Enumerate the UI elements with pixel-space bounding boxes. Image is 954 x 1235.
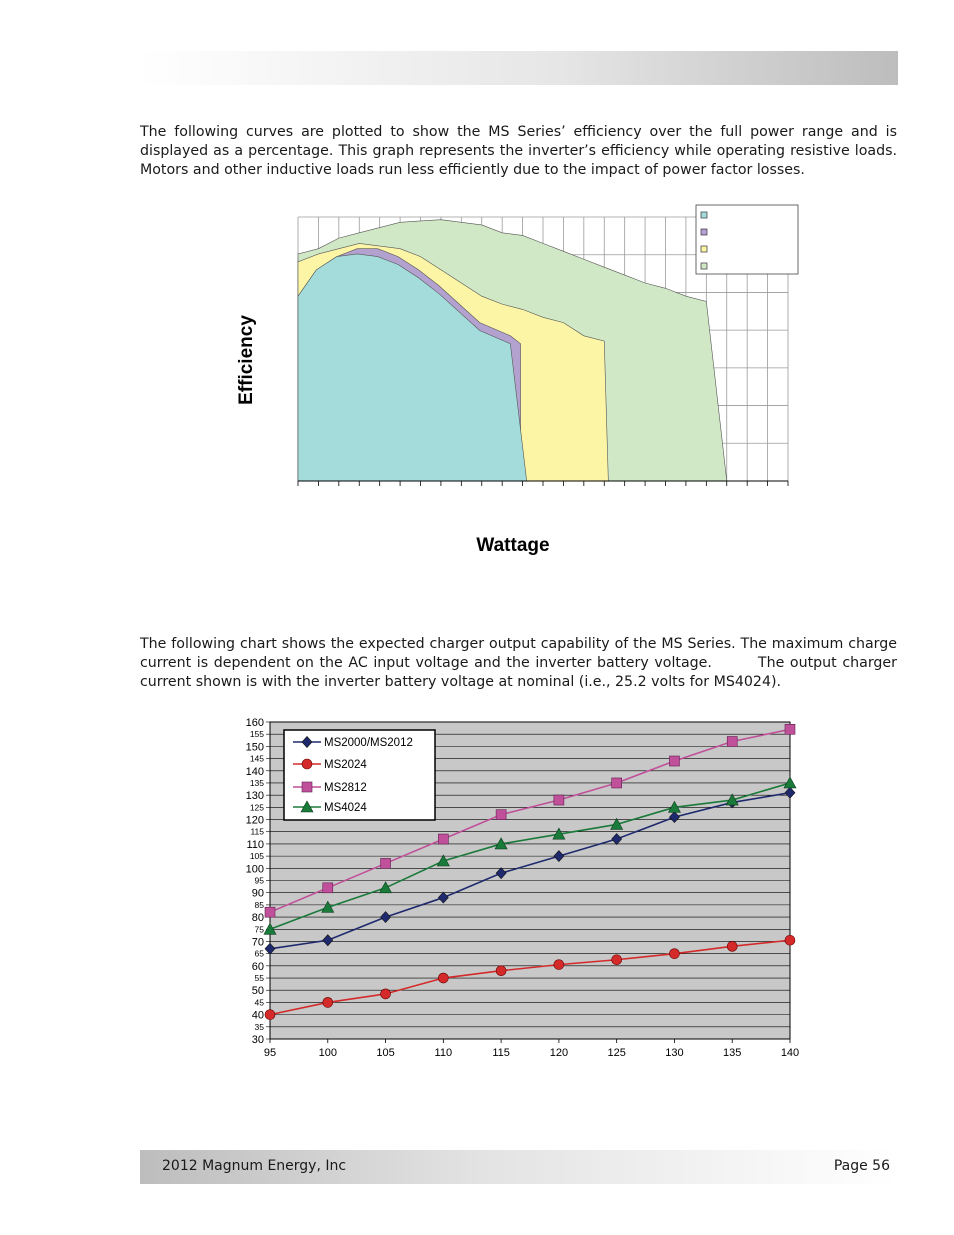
charger-y-tick-label: 40 [251,1009,264,1022]
charger-x-tick-label: 120 [549,1047,569,1059]
legend-label-ms2024: MS2024 [324,759,367,771]
charger-y-minor-tick-label: 125 [249,802,264,813]
data-point-ms2812 [612,778,622,788]
efficiency-chart [220,195,810,565]
charger-y-minor-tick-label: 55 [254,973,264,984]
page-number: Page 56 [833,1158,890,1174]
charger-x-tick-label: 115 [492,1047,510,1059]
legend-label-ms2812: MS2812 [324,782,367,794]
data-point-ms2024 [554,960,564,970]
charger-y-minor-tick-label: 85 [254,899,264,910]
efficiency-areas [298,220,727,481]
charger-y-tick-label: 130 [245,790,264,803]
footer-copyright: 2012 Magnum Energy, Inc [162,1158,347,1174]
charger-chart [230,712,820,1072]
charger-y-tick-label: 60 [251,960,264,973]
efficiency-paragraph: The following curves are plotted to show the MS Series’ efficiency over the full power range and is displayed as a percentage. This graph represents the inverter’s efficiency while operating resistive loads. Motors and other inductive loads run less efficiently due to the impact of power factor losses. [140,124,897,178]
charger-y-tick-label: 50 [251,985,264,998]
efficiency-y-axis-label: Efficiency [236,315,257,405]
data-point-ms2024 [727,941,737,951]
data-point-ms2812 [265,907,275,917]
efficiency-legend-box [696,205,798,274]
charger-y-minor-tick-label: 105 [249,851,264,862]
charger-y-minor-tick-label: 145 [249,753,264,764]
charger-x-tick-label: 140 [780,1047,800,1059]
charger-y-minor-tick-label: 75 [254,924,264,935]
charger-y-tick-label: 120 [245,814,264,827]
data-point-ms2812 [496,810,506,820]
charger-y-tick-labels [246,717,265,1046]
legend-marker-ms2024 [302,759,312,769]
charger-y-tick-label: 110 [246,838,264,851]
charger-y-tick-label: 80 [251,912,264,925]
charger-y-minor-tick-label: 35 [254,1021,264,1032]
charger-y-tick-label: 30 [251,1034,264,1046]
data-point-ms2024 [323,997,333,1007]
charger-legend [284,730,435,820]
data-point-ms2812 [323,883,333,893]
charger-y-minor-tick-label: 135 [249,777,264,788]
data-point-ms2812 [727,737,737,747]
charger-x-tick-label: 125 [607,1047,626,1059]
charger-x-tick-label: 135 [723,1047,742,1059]
charger-paragraph-part-1: The following chart shows the expected charger output capability of the MS Series. The maximum charge current is dependent on the AC input voltage and the inverter battery voltage. [140,636,897,671]
efficiency-legend-swatch [701,263,707,269]
data-point-ms2812 [381,858,391,868]
charger-y-minor-tick-label: 45 [254,997,264,1008]
charger-y-minor-tick-label: 155 [249,729,264,740]
efficiency-axes [298,481,788,486]
data-point-ms2812 [669,756,679,766]
charger-y-minor-tick-label: 95 [254,875,264,886]
charger-x-tick-label: 100 [318,1047,337,1059]
charger-x-tick-label: 130 [665,1047,684,1059]
charger-y-minor-tick-label: 115 [250,826,264,837]
efficiency-legend [696,205,798,274]
data-point-ms2812 [785,724,795,734]
charger-paragraph-part-2: The output charger current shown is with the inverter battery voltage at nominal (i.e., 25.2 volts for MS4024). [140,655,897,690]
charger-x-tick-labels [264,1047,799,1059]
efficiency-legend-swatch [701,229,707,235]
data-point-ms2024 [785,935,795,945]
data-point-ms2812 [554,795,564,805]
charger-paragraph [140,635,897,692]
header-bar [140,51,898,85]
charger-y-tick-label: 70 [251,936,264,949]
charger-y-tick-label: 90 [251,887,264,900]
footer-bar [140,1150,898,1184]
charger-y-tick-label: 140 [245,765,264,778]
charger-y-tick-label: 100 [245,863,264,876]
efficiency-legend-swatch [701,212,707,218]
legend-marker-ms2812 [302,782,312,792]
data-point-ms2024 [612,955,622,965]
efficiency-x-axis-label: Wattage [476,535,550,556]
charger-y-tick-label: 160 [245,717,264,729]
charger-x-tick-label: 95 [263,1047,277,1059]
data-point-ms2024 [438,973,448,983]
data-point-ms2812 [438,834,448,844]
charger-x-tick-label: 105 [376,1047,395,1059]
data-point-ms2024 [669,949,679,959]
efficiency-legend-swatch [701,246,707,252]
legend-label-ms2000-ms2012: MS2000/MS2012 [324,737,413,749]
data-point-ms2024 [496,966,506,976]
legend-label-ms4024: MS4024 [324,802,367,814]
data-point-ms2024 [265,1010,275,1020]
charger-y-tick-label: 150 [245,741,264,754]
charger-y-minor-tick-label: 65 [254,948,264,959]
data-point-ms2024 [381,989,391,999]
charger-x-tick-label: 110 [434,1047,453,1059]
